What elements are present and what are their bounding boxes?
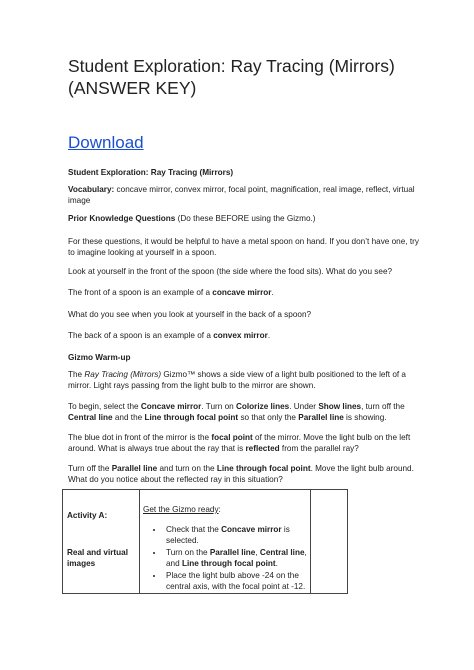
- spoon-paragraph: For these questions, it would be helpful to have a metal spoon on hand. If you don’t have one, try to imagine looking at yourself in a spoon.: [68, 237, 419, 257]
- answer-2-term: convex mirror: [213, 331, 268, 340]
- ready-colon: :: [218, 505, 221, 514]
- prior-text: (Do these BEFORE using the Gizmo.): [175, 214, 316, 223]
- prior-knowledge-heading: [68, 213, 420, 224]
- text-run: .: [275, 559, 278, 568]
- vocabulary-label: Vocabulary:: [68, 185, 115, 194]
- warmup-1-italic: Ray Tracing (Mirrors): [84, 370, 162, 379]
- text-run: Check that the: [166, 525, 222, 534]
- bold-text: Central line: [68, 413, 113, 422]
- bold-text: Parallel line: [209, 548, 256, 557]
- text-run: . Under: [289, 402, 319, 411]
- answer-2-post: .: [267, 331, 271, 340]
- text-run: Place the light bulb above -24 on the central axis, with the focal point at -12.: [166, 571, 306, 591]
- answer-1: [68, 287, 420, 298]
- instructions-list: [140, 524, 310, 592]
- question-1: Look at yourself in the front of the spoon (the side where the food sits). What do you see?: [68, 267, 393, 276]
- vocabulary-text: concave mirror, convex mirror, focal point, magnification, real image, reflect, virtual image: [68, 185, 415, 205]
- warmup-paragraph-4: [68, 463, 420, 485]
- empty-cell: [311, 490, 348, 594]
- subtitle: Student Exploration: Ray Tracing (Mirrors): [68, 168, 234, 177]
- text-run: is selected.: [166, 525, 290, 545]
- bold-text: reflected: [245, 444, 280, 453]
- text-run: is showing.: [343, 413, 387, 422]
- bold-text: Line through focal point: [216, 464, 311, 473]
- title-line-2: (ANSWER KEY): [68, 78, 197, 98]
- instructions-cell: [140, 490, 311, 594]
- list-item: [164, 570, 310, 592]
- bold-text: Line through focal point: [181, 559, 276, 568]
- list-item: [164, 524, 310, 546]
- bold-text: Concave mirror: [140, 402, 202, 411]
- text-run: of the mirror. Move the light bulb on the left around. What is always true about the ray that is: [68, 433, 411, 453]
- warmup-paragraph-3: [68, 432, 420, 454]
- document-title: [68, 55, 428, 99]
- text-run: ,: [255, 548, 260, 557]
- text-run: The blue dot in front of the mirror is the: [68, 433, 212, 442]
- prior-label: Prior Knowledge Questions: [68, 214, 176, 223]
- activity-label: Activity A:: [67, 511, 108, 520]
- text-run: Turn off the: [68, 464, 112, 473]
- warmup-paragraph-2: [68, 401, 420, 423]
- answer-1-post: .: [271, 288, 274, 297]
- text-run: To begin, select the: [68, 402, 141, 411]
- answer-2: [68, 330, 420, 341]
- question-2: What do you see when you look at yourself in the back of a spoon?: [68, 310, 312, 319]
- text-run: , turn off the: [361, 402, 405, 411]
- bold-text: Parallel line: [111, 464, 158, 473]
- bold-text: Colorize lines: [235, 402, 290, 411]
- text-run: from the parallel ray?: [279, 444, 359, 453]
- bold-text: Parallel line: [298, 413, 344, 422]
- answer-1-term: concave mirror: [212, 288, 272, 297]
- text-run: so that only the: [238, 413, 299, 422]
- bold-text: focal point: [211, 433, 253, 442]
- ready-heading: [140, 504, 310, 515]
- text-run: and turn on the: [157, 464, 217, 473]
- bold-text: Central line: [259, 548, 305, 557]
- text-run: Turn on the: [166, 548, 210, 557]
- answer-1-pre: The front of a spoon is an example of a: [68, 288, 213, 297]
- list-item: [164, 547, 310, 569]
- answer-2-pre: The back of a spoon is an example of a: [68, 331, 214, 340]
- bold-text: Show lines: [318, 402, 362, 411]
- text-run: , and: [166, 548, 307, 568]
- download-link[interactable]: Download: [68, 133, 144, 152]
- warmup-heading: Gizmo Warm-up: [68, 353, 131, 362]
- bold-text: Concave mirror: [221, 525, 282, 534]
- bold-text: Line through focal point: [144, 413, 239, 422]
- warmup-1-pre: The: [68, 370, 85, 379]
- title-line-1: Student Exploration: Ray Tracing (Mirrors): [68, 56, 395, 76]
- text-run: . Turn on: [201, 402, 236, 411]
- vocabulary-paragraph: [68, 184, 420, 206]
- text-run: and the: [112, 413, 145, 422]
- activity-table: [62, 489, 348, 594]
- warmup-1-post: Gizmo™ shows a side view of a light bulb positioned to the left of a mirror. Light rays passing from the light bulb to the mirror are shown.: [68, 370, 406, 390]
- activity-topic: Real and virtual images: [67, 548, 128, 568]
- warmup-paragraph-1: [68, 369, 420, 391]
- text-run: . Move the light bulb around. What do you notice about the reflected ray in this situation?: [68, 464, 414, 484]
- activity-cell: [63, 490, 140, 594]
- ready-label: Get the Gizmo ready: [143, 505, 219, 514]
